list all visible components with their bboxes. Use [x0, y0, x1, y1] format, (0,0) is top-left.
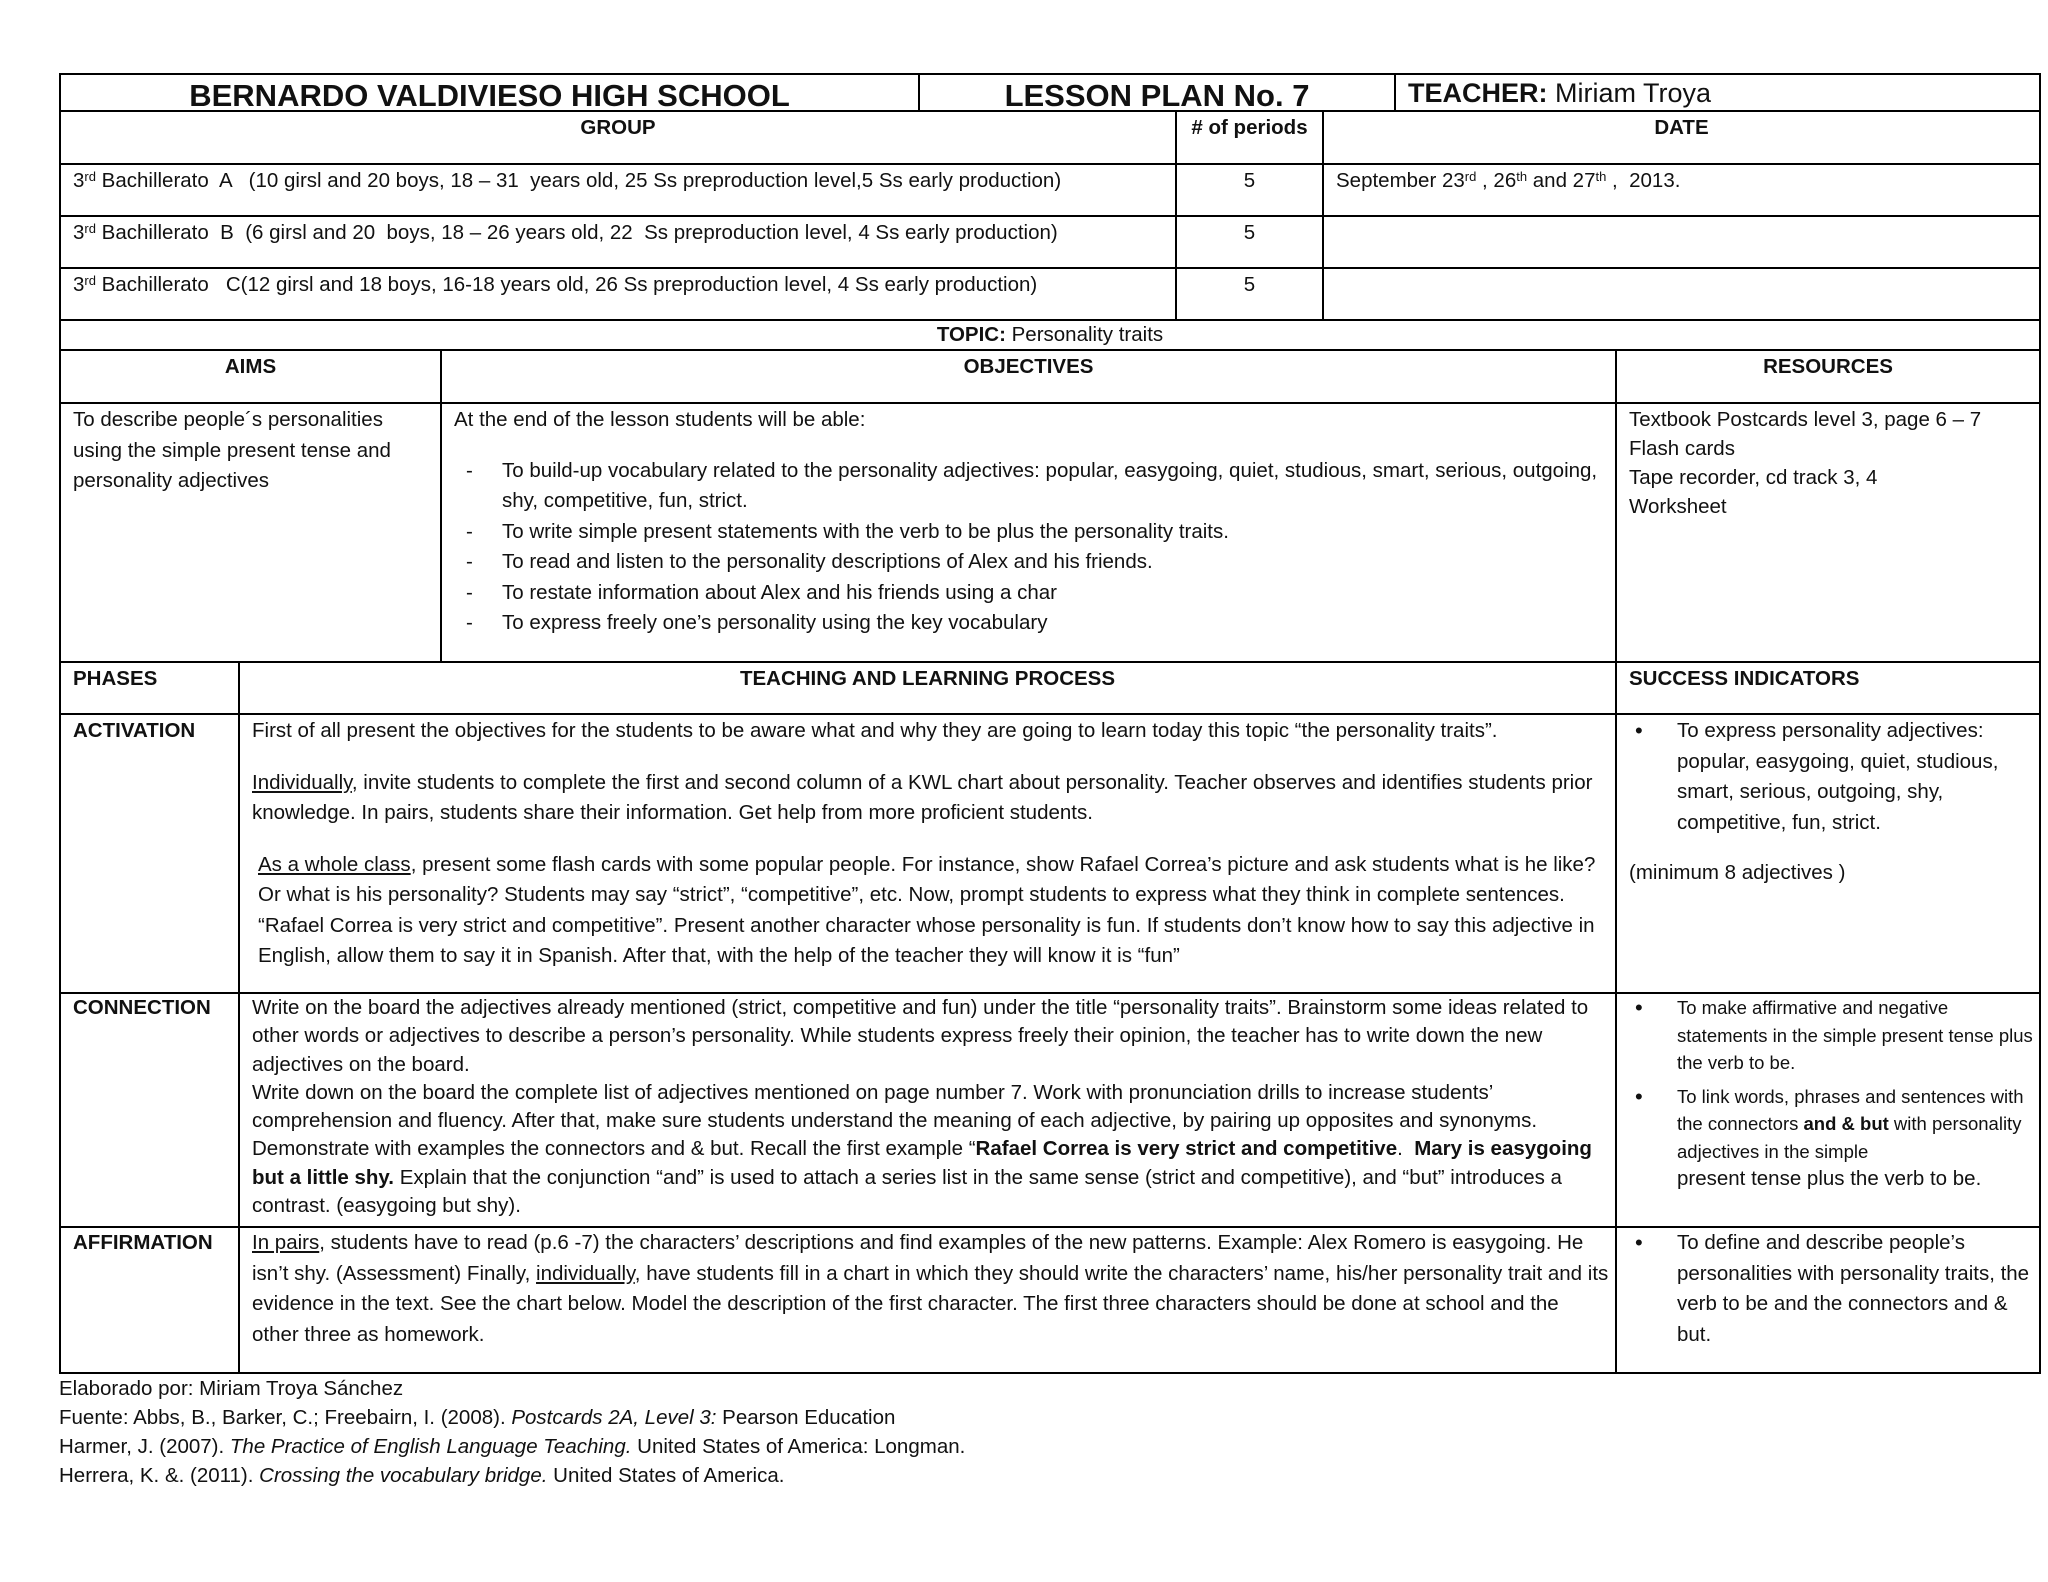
group-row-c: 3rd Bachillerato C(12 girsl and 18 boys, 16-18 years old, 26 Ss preproduction level, 4 Ss early production) [73, 273, 1038, 296]
success-item: • To make affirmative and negative statements in the simple present tense plus the verb to be. [1629, 994, 2034, 1077]
reference-line: Fuente: Abbs, B., Barker, C.; Freebairn, I. (2008). Postcards 2A, Level 3: Pearson Education [59, 1406, 896, 1429]
objectives-list [454, 456, 1604, 639]
group-row-b: 3rd Bachillerato B (6 girsl and 20 boys, 18 – 26 years old, 22 Ss preproduction level, 4 Ss early production) [73, 221, 1058, 244]
reference-line: Harmer, J. (2007). The Practice of English Language Teaching. United States of America: Longman. [59, 1435, 966, 1458]
objective-item: - To build-up vocabulary related to the personality adjectives: popular, easygoing, quiet, studious, smart, serious, outgoing, shy, competitive, fun, strict. [454, 456, 1604, 517]
objective-item: - To write simple present statements with the verb to be plus the personality traits. [454, 517, 1604, 548]
teacher-field [1408, 74, 2038, 112]
affirmation-process [252, 1228, 1610, 1350]
phases-header: PHASES [73, 667, 158, 690]
success-header: SUCCESS INDICATORS [1629, 667, 1860, 690]
activation-process [252, 716, 1610, 972]
topic-value: Personality traits [1005, 323, 1164, 346]
periods-a: 5 [1243, 169, 1256, 192]
activation-p1: First of all present the objectives for the students to be aware what and why they are going to learn today this topic “the personality traits”. [252, 719, 1498, 742]
objective-item: - To restate information about Alex and his friends using a char [454, 578, 1604, 609]
process-header: TEACHING AND LEARNING PROCESS [739, 667, 1116, 690]
phase-connection: CONNECTION [73, 996, 211, 1019]
resource-item: Worksheet [1629, 495, 1727, 518]
reference-line: Herrera, K. &. (2011). Crossing the vocabulary bridge. United States of America. [59, 1464, 785, 1487]
resource-item: Tape recorder, cd track 3, 4 [1629, 466, 1878, 489]
resource-item: Textbook Postcards level 3, page 6 – 7 [1629, 408, 1982, 431]
objectives-intro: At the end of the lesson students will be able: [454, 408, 866, 431]
date-value: September 23rd , 26th and 27th , 2013. [1336, 169, 1681, 192]
periods-b: 5 [1243, 221, 1256, 244]
objective-item: - To read and listen to the personality descriptions of Alex and his friends. [454, 547, 1604, 578]
objective-item: - To express freely one’s personality using the key vocabulary [454, 608, 1604, 639]
success-item: • To define and describe people’s personalities with personality traits, the verb to be and the connectors and & but. [1629, 1228, 2034, 1350]
author-line: Elaborado por: Miriam Troya Sánchez [59, 1377, 404, 1400]
activation-p2: Individually, invite students to complete the first and second column of a KWL chart about personality. Teacher observes and identifies students prior knowledge. In pairs, students share their information. Get help from more proficient students. [252, 770, 1593, 824]
activation-p3: As a whole class, present some flash cards with some popular people. For instance, show Rafael Correa’s picture and ask students what is he like? Or what is his personality? Students may say “strict”, “competitive”, etc. Now, prompt students to express what they think in complete sentences. “Rafael Correa is very strict and competitive”. Present another character whose personality is fun. If students don’t know how to say this adjective in English, allow them to say it in Spanish. After that, with the help of the teacher they will know it is “fun” [258, 852, 1596, 967]
phase-activation: ACTIVATION [73, 719, 196, 742]
connection-p2: Write down on the board the complete list of adjectives mentioned on page number 7. Work with pronunciation drills to increase students’ comprehension and fluency. After that, make sure students understand the meaning of each adjective, by pairing up opposites and synonyms. Demonstrate with examples the connectors and & but. Recall the first example “Rafael Correa is very strict and competitive. Mary is easygoing but a little shy. Explain that the conjunction “and” is used to attach a series list in the same sense (strict and competitive), and “but” introduces a contrast. (easygoing but shy). [252, 1080, 1592, 1218]
activation-success [1629, 716, 2034, 889]
resources-header: RESOURCES [1763, 355, 1893, 378]
teacher-name: Miriam Troya [1555, 78, 1712, 108]
group-column-header: GROUP [580, 116, 656, 139]
affirmation-p1: In pairs, students have to read (p.6 -7) the characters’ descriptions and find examples of the new patterns. Example: Alex Romero is easygoing. He isn’t shy. (Assessment) Finally, individually, have students fill in a chart in which they should write the characters’ name, his/her personality trait and its evidence in the text. See the chart below. Model the description of the first character. The first three characters should be done at school and the other three as homework. [252, 1231, 1609, 1346]
periods-column-header: # of periods [1191, 116, 1308, 139]
aims-header: AIMS [224, 355, 277, 378]
group-row-a: 3rd Bachillerato A (10 girsl and 20 boys, 18 – 31 years old, 25 Ss preproduction level,5 Ss early production) [73, 169, 1062, 192]
school-name: BERNARDO VALDIVIESO HIGH SCHOOL [189, 78, 790, 113]
phase-affirmation: AFFIRMATION [73, 1231, 213, 1254]
affirmation-success [1629, 1228, 2034, 1350]
aims-text: To describe people´s personalities using the simple present tense and personality adjectives [73, 408, 391, 492]
objectives-cell [454, 405, 1604, 639]
lesson-plan-number: LESSON PLAN No. 7 [1004, 78, 1310, 113]
success-note: (minimum 8 adjectives ) [1629, 861, 1846, 884]
connection-p1: Write on the board the adjectives already mentioned (strict, competitive and fun) under the title “personality traits”. Brainstorm some ideas related to other words or adjectives to describe a person’s personality. While students express freely their opinion, the teacher has to write down the new adjectives on the board. [252, 996, 1589, 1076]
resource-item: Flash cards [1629, 437, 1735, 460]
resources-cell [1629, 405, 2034, 521]
teacher-label: TEACHER: [1408, 78, 1548, 108]
date-column-header: DATE [1654, 116, 1709, 139]
objectives-header: OBJECTIVES [963, 355, 1094, 378]
success-item: • To link words, phrases and sentences with the connectors and & but with personality adjectives in the simple present tense plus the verb to be. [1629, 1083, 2034, 1193]
connection-process [252, 994, 1610, 1220]
periods-c: 5 [1243, 273, 1256, 296]
topic-row [61, 320, 2039, 350]
success-item: • To express personality adjectives: popular, easygoing, quiet, studious, smart, serious, outgoing, shy, competitive, fun, strict. [1629, 716, 2034, 838]
topic-label: TOPIC: [936, 323, 1006, 346]
connection-success [1629, 994, 2034, 1193]
footer-references [59, 1374, 1959, 1490]
